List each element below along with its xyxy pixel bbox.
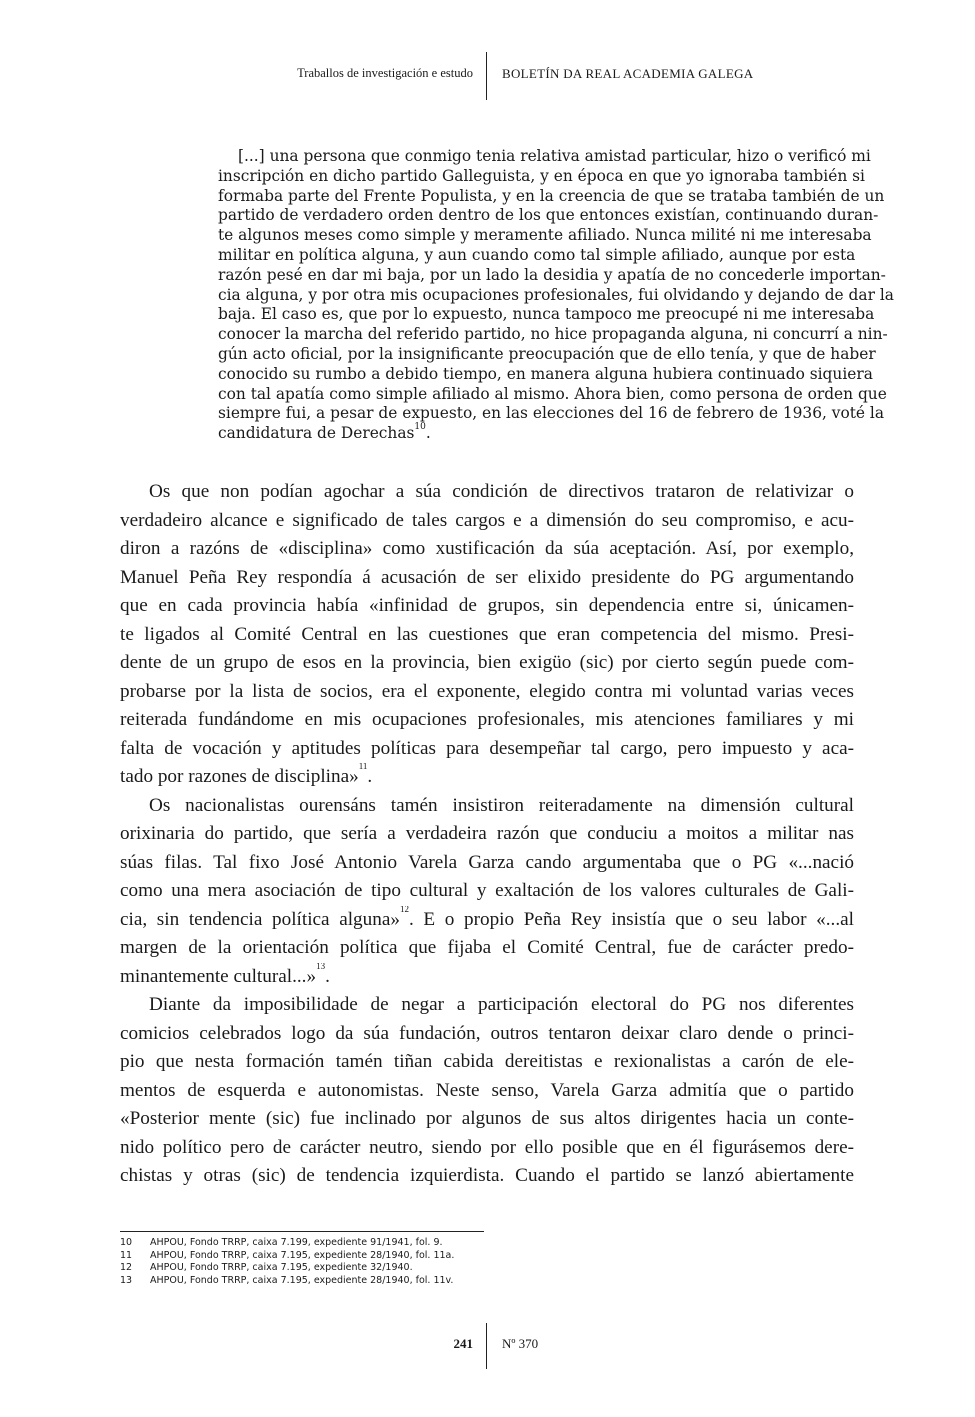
body-line: Manuel Peña Rey respondía á acusación de ser elixido presidente do PG argumentando — [120, 566, 854, 588]
footnote-ref-10[interactable]: 10 — [414, 422, 426, 433]
footnote-separator — [120, 1231, 484, 1232]
quote-line: te algunos meses como simple y meramente afiliado. Nunca milité ni me interesaba — [218, 226, 872, 245]
body-line: que en cada provincia había «infinidad de grupos, sin dependencia entre si, únicamen- — [120, 595, 854, 616]
footnote-number: 11 — [120, 1249, 133, 1261]
body-line: verdadeiro alcance e significado de tales cargos e a dimensión do seu compromiso, e acu- — [120, 509, 854, 531]
body-text: tado por razones de disciplina» — [120, 766, 359, 787]
body-text: . E o propio Peña Rey insistía que o seu labor «...al — [408, 908, 854, 930]
body-line: diron a razóns de «disciplina» como xustificación da súa aceptación. Así, por exemplo, — [120, 538, 854, 559]
quote-line: gún acto oficial, por la insignificante preocupación que de ello tenía, y que de haber — [218, 344, 876, 363]
footnote-text: AHPOU, Fondo TRRP, caixa 7.195, expediente 28/1940, fol. 11a. — [150, 1249, 455, 1261]
footnote-ref-11[interactable]: 11 — [358, 763, 368, 771]
footer-divider — [486, 1323, 487, 1369]
quote-line: formaba parte del Frente Populista, y en la creencia de que se trataba también de un — [218, 186, 885, 205]
body-line: Diante da imposibilidade de negar a participación electoral do PG nos diferentes — [149, 994, 854, 1015]
footnote-10 — [120, 1237, 454, 1250]
period: . — [425, 424, 431, 443]
footnote-ref-12[interactable]: 12 — [399, 905, 409, 914]
body-line: súas filas. Tal fixo José Antonio Varela Garza cando argumentaba que o PG «...nació — [120, 851, 854, 873]
footnote-number: 12 — [120, 1262, 133, 1273]
period: . — [325, 965, 330, 987]
footnote-13 — [120, 1275, 454, 1288]
running-footer — [0, 1323, 975, 1369]
footnote-ref-13[interactable]: 13 — [316, 962, 326, 971]
footnote-number: 10 — [120, 1237, 133, 1248]
body-line: dente de un grupo de esos en la provincia, bien exigüo (sic) por cierto según puede com- — [120, 652, 854, 673]
body-line: probarse por la lista de socios, era el exponente, elegido contra mi voluntad varias veces — [120, 680, 854, 702]
body-line: te ligados al Comité Central en las cuestiones que eran competencia del mismo. Presi- — [120, 623, 854, 645]
running-header — [0, 52, 975, 100]
body-line: reiterada fundándome en mis ocupaciones profesionales, mis atenciones familiares y mi — [120, 709, 854, 730]
body-line — [120, 906, 854, 935]
quote-line: con tal apatía como simple afiliado al mismo. Ahora bien, como persona de orden que — [218, 384, 887, 403]
quote-line: conocer la marcha del referido partido, no hice propaganda alguna, ni concurrí a nin- — [218, 325, 888, 344]
quote-line: [...] una persona que conmigo tenia relativa amistad particular, hizo o verificó mi — [238, 147, 871, 165]
footnote-text: AHPOU, Fondo TRRP, caixa 7.199, expediente 91/1941, fol. 9. — [150, 1237, 443, 1248]
body-line: orixinaria do partido, que sería a verdadeira razón que conduciu a moitos a militar nas — [120, 823, 854, 844]
footnote-text: AHPOU, Fondo TRRP, caixa 7.195, expediente 28/1940, fol. 11v. — [150, 1274, 454, 1286]
section-title: Traballos de investigación e estudo — [297, 66, 473, 80]
footnote-number: 13 — [120, 1274, 133, 1286]
footnotes — [120, 1237, 454, 1287]
body-text: minantemente cultural...» — [120, 965, 317, 987]
body-line — [120, 763, 854, 792]
quote-line: razón pesé en dar mi baja, por un lado la desidia y apatía de no concederle importan- — [218, 265, 886, 284]
quote-line: inscripción en dicho partido Galleguista, y en época en que yo ignoraba también si — [218, 166, 865, 185]
quote-line-last — [218, 424, 854, 444]
body-line: «Posterior mente (sic) fue inclinado por algunos de sus altos dirigentes hacia un conte- — [120, 1108, 854, 1129]
body-text: cia, sin tendencia política alguna» — [120, 908, 400, 930]
footnote-12 — [120, 1262, 454, 1275]
quote-line: siempre fui, a pesar de expuesto, en las elecciones del 16 de febrero de 1936, voté la — [218, 404, 885, 423]
body-line: Os nacionalistas ourensáns tamén insistiron reiteradamente na dimensión cultural — [149, 794, 854, 816]
body-line: como una mera asociación de tipo cultural y exaltación de los valores culturales de Gali- — [120, 880, 854, 901]
body-line: margen de la orientación política que fijaba el Comité Central, fue de carácter predo- — [120, 937, 854, 958]
body-line: comicios celebrados logo da súa fundación, outros tentaron deixar claro dende o princi- — [120, 1022, 854, 1044]
body-line: chistas y otras (sic) de tendencia izquierdista. Cuando el partido se lanzó abiertamente — [120, 1165, 854, 1186]
issue-number: Nº 370 — [502, 1336, 539, 1351]
body-line: Os que non podían agochar a súa condición de directivos trataron de relativizar o — [149, 481, 854, 502]
journal-title: BOLETÍN DA REAL ACADEMIA GALEGA — [502, 66, 754, 81]
period: . — [367, 766, 373, 787]
footnote-text: AHPOU, Fondo TRRP, caixa 7.195, expediente 32/1940. — [150, 1262, 413, 1273]
body-line: mentos de esquerda e autonomistas. Neste senso, Varela Garza admitía que o partido — [120, 1079, 854, 1101]
quote-line: partido de verdadero orden dentro de los que entonces existían, continuando duran- — [218, 206, 879, 225]
body-line — [120, 963, 854, 992]
quote-line: cia alguna, y por otra mis ocupaciones profesionales, fui olvidando y dejando de dar la — [218, 285, 894, 304]
header-divider — [486, 52, 487, 100]
quote-line: baja. El caso es, que por lo expuesto, nunca tampoco me preocupé ni me interesaba — [218, 305, 875, 324]
quote-line: militar en política alguna, y aun cuando como tal simple afiliado, aunque por esta — [218, 245, 856, 264]
quote-line: conocido su rumbo a debido tiempo, en manera alguna hubiera continuado siquiera — [218, 364, 873, 383]
quote-text: candidatura de Derechas — [218, 424, 415, 443]
block-quote — [218, 147, 894, 444]
body-paragraphs — [120, 478, 854, 1191]
body-line: nido político pero de carácter neutro, siendo por ello posible que en él figurásemos dere- — [120, 1136, 854, 1158]
page-number: 241 — [453, 1336, 473, 1351]
body-line: falta de vocación y aptitudes políticas para desempeñar tal cargo, pero impuesto y aca- — [120, 737, 854, 759]
footnote-11 — [120, 1250, 454, 1263]
body-line: pio que nesta formación tamén tiñan cabida dereitistas e rexionalistas a carón de ele- — [120, 1051, 854, 1072]
